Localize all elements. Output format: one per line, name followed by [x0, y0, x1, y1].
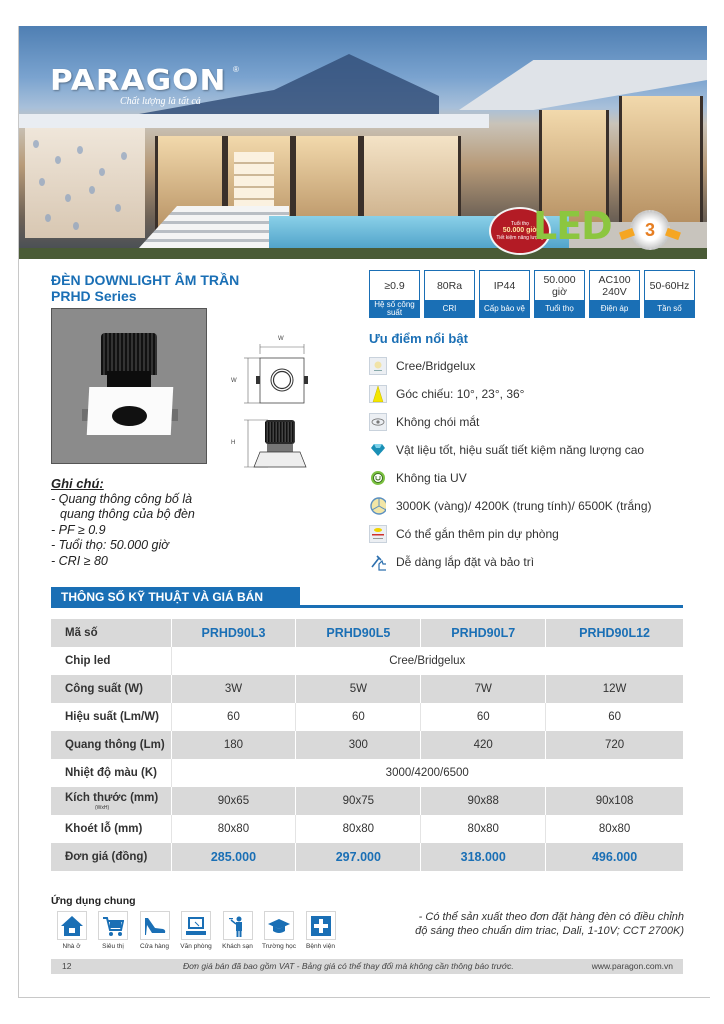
table-cell: 300 — [296, 731, 421, 759]
product-photo — [51, 308, 207, 464]
no-uv-icon — [369, 469, 387, 487]
height-label: H — [231, 440, 236, 446]
glass-window — [619, 96, 703, 226]
application-label: Nhà ở — [62, 943, 81, 950]
spec-label: CRI — [425, 300, 474, 317]
table-cell: 60 — [421, 703, 546, 731]
row-label-text: Kích thước (mm) — [65, 791, 159, 804]
row-label: Hiệu suất (Lm/W) — [51, 703, 171, 731]
spec-value: 50-60Hz — [649, 279, 690, 292]
spec-box-lifetime — [534, 270, 585, 318]
page-number: 12 — [62, 961, 72, 971]
spec-label: Điện áp — [590, 300, 639, 317]
application-item — [259, 911, 300, 950]
feature-item — [369, 520, 652, 548]
warranty-badge — [630, 210, 670, 250]
feature-text: Vật liệu tốt, hiệu suất tiết kiệm năng lượng cao — [396, 443, 645, 457]
website-link[interactable]: www.paragon.com.vn — [591, 961, 673, 971]
hero-banner — [19, 26, 707, 259]
note-line: - Quang thông công bố là — [51, 491, 193, 506]
decorative-wall — [25, 128, 145, 238]
table-row — [51, 675, 683, 703]
application-label: Trường học — [261, 943, 297, 950]
warranty-years: 3 — [644, 220, 655, 240]
price-cell: 496.000 — [546, 843, 683, 871]
spec-label: Cấp bảo vệ — [480, 300, 529, 317]
footer-bar — [51, 959, 683, 974]
feature-text: Dễ dàng lắp đặt và bảo trì — [396, 555, 535, 569]
feature-text: Không tia UV — [396, 471, 467, 485]
table-cell: 80x80 — [171, 815, 296, 843]
table-row — [51, 759, 683, 787]
install-icon — [369, 553, 387, 571]
table-row-price — [51, 843, 683, 871]
application-item — [300, 911, 341, 950]
model-header: PRHD90L12 — [546, 619, 683, 647]
application-item — [217, 911, 258, 950]
width-label: W — [278, 336, 284, 342]
graduation-cap-icon — [267, 916, 291, 936]
feature-text: Không chói mắt — [396, 415, 480, 429]
brand-logo — [50, 64, 239, 107]
table-cell: 12W — [546, 675, 683, 703]
table-row — [51, 815, 683, 843]
sticker-line2: Tiết kiệm năng lượng — [496, 235, 544, 241]
note-line: - Tuổi thọ: 50.000 giờ — [51, 538, 169, 552]
model-header: PRHD90L7 — [421, 619, 546, 647]
row-label: Khoét lỗ (mm) — [51, 815, 171, 843]
feature-item — [369, 492, 652, 520]
feature-item — [369, 464, 652, 492]
note-line: - CRI ≥ 80 — [51, 553, 108, 568]
table-cell: 180 — [171, 731, 296, 759]
feature-text: 3000K (vàng)/ 4200K (trung tính)/ 6500K (trắng) — [396, 499, 652, 513]
application-label: Văn phòng — [180, 943, 212, 950]
house-icon — [60, 915, 84, 937]
spec-box-power-factor — [369, 270, 420, 318]
table-cell: 420 — [421, 731, 546, 759]
application-item — [51, 911, 92, 950]
heatsink — [101, 333, 157, 375]
color-temp-icon — [369, 497, 387, 515]
table-row — [51, 787, 683, 815]
roof-slab — [19, 114, 489, 128]
brand-name: PARAGON — [50, 64, 227, 98]
application-item — [93, 911, 134, 950]
battery-icon — [369, 525, 387, 543]
medical-cross-icon — [310, 915, 332, 937]
notes-heading: Ghi chú: — [51, 476, 104, 491]
applications-list — [51, 911, 342, 950]
light-aperture — [112, 406, 147, 426]
chip-icon — [369, 357, 387, 375]
table-cell: 5W — [296, 675, 421, 703]
spec-price-table — [51, 619, 683, 871]
table-cell: 3W — [171, 675, 296, 703]
diamond-icon — [369, 441, 387, 459]
feature-item — [369, 408, 652, 436]
spec-value: 50.000 giờ — [543, 273, 576, 298]
table-cell: 60 — [546, 703, 683, 731]
spec-box-ip-rating — [479, 270, 530, 318]
application-label: Bệnh viện — [306, 943, 335, 950]
side-view-diagram — [238, 412, 312, 472]
row-label: Mã số — [51, 619, 171, 647]
spec-value: IP44 — [493, 279, 516, 292]
top-view-diagram — [238, 344, 312, 408]
led-badge: LED — [533, 204, 612, 248]
feature-text: Có thể gắn thêm pin dự phòng — [396, 527, 559, 541]
application-item — [134, 911, 175, 950]
computer-icon — [185, 915, 207, 937]
sticker-line1: Tuổi thọ — [511, 221, 529, 227]
beam-angle-icon — [369, 385, 387, 403]
eye-icon — [369, 413, 387, 431]
custom-order-note — [415, 910, 684, 938]
spec-value: 80Ra — [436, 279, 463, 292]
row-label: Quang thông (Lm) — [51, 731, 171, 759]
note-line: quang thông của bộ đèn — [60, 507, 195, 521]
table-cell: 720 — [546, 731, 683, 759]
cart-icon — [102, 915, 124, 937]
model-header: PRHD90L5 — [296, 619, 421, 647]
table-cell: 80x80 — [296, 815, 421, 843]
section-header — [51, 587, 683, 609]
spec-box-cri — [424, 270, 475, 318]
registered-mark: ® — [233, 65, 239, 74]
table-cell: 90x65 — [171, 787, 296, 815]
price-cell: 297.000 — [296, 843, 421, 871]
application-label: Cửa hàng — [140, 943, 169, 950]
waiter-icon — [227, 915, 249, 937]
product-title-line1: ĐÈN DOWNLIGHT ÂM TRẦN — [51, 272, 240, 288]
table-row — [51, 647, 683, 675]
feature-text: Cree/Bridgelux — [396, 359, 476, 373]
sticker-value: 50.000 giờ — [502, 227, 538, 234]
table-row — [51, 703, 683, 731]
table-cell: 60 — [296, 703, 421, 731]
feature-list — [369, 352, 652, 576]
table-cell: 90x88 — [421, 787, 546, 815]
application-item — [176, 911, 217, 950]
section-title: THÔNG SỐ KỸ THUẬT VÀ GIÁ BÁN — [51, 587, 300, 607]
brand-tagline: Chất lượng là tất cả — [120, 96, 201, 107]
row-label — [51, 787, 171, 815]
spec-label: Tuổi thọ — [535, 300, 584, 317]
applications-title: Ứng dụng chung — [51, 895, 136, 907]
custom-note-line1: - Có thể sản xuất theo đơn đặt hàng đèn có điều chỉnh — [418, 911, 684, 923]
price-cell: 318.000 — [421, 843, 546, 871]
table-cell: 80x80 — [546, 815, 683, 843]
spec-box-voltage — [589, 270, 640, 318]
table-cell: 60 — [171, 703, 296, 731]
custom-note-line2: độ sáng theo chuẩn dim triac, Dali, 1-10V; CCT 2700K) — [415, 925, 684, 937]
lawn — [19, 248, 707, 259]
features-title: Ưu điểm nổi bật — [369, 331, 468, 346]
width-label-side: W — [231, 378, 237, 384]
feature-text: Góc chiếu: 10°, 23°, 36° — [396, 387, 525, 401]
application-label: Khách sạn — [222, 943, 253, 950]
spec-label: Tần số — [645, 300, 694, 317]
spec-box-frequency — [644, 270, 695, 318]
table-row — [51, 731, 683, 759]
feature-item — [369, 380, 652, 408]
table-cell: 90x75 — [296, 787, 421, 815]
row-label: Công suất (W) — [51, 675, 171, 703]
notes-block — [51, 476, 195, 569]
feature-item — [369, 352, 652, 380]
row-label: Chip led — [51, 647, 171, 675]
product-title — [51, 272, 239, 304]
model-header: PRHD90L3 — [171, 619, 296, 647]
table-cell: 90x108 — [546, 787, 683, 815]
shoe-icon — [143, 916, 167, 936]
row-label: Nhiệt độ màu (K) — [51, 759, 171, 787]
product-series: PRHD Series — [51, 288, 137, 304]
row-sublabel: (WxH) — [95, 804, 110, 811]
price-disclaimer: Đơn giá bán đã bao gồm VAT - Bảng giá có thể thay đổi mà không cần thông báo trước. — [183, 961, 514, 971]
spec-summary-boxes — [369, 270, 695, 318]
application-label: Siêu thị — [102, 943, 124, 950]
table-cell: 80x80 — [421, 815, 546, 843]
table-header-row — [51, 619, 683, 647]
note-line: - PF ≥ 0.9 — [51, 522, 106, 537]
row-label: Đơn giá (đồng) — [51, 843, 171, 871]
table-cell: 3000/4200/6500 — [171, 759, 683, 787]
spec-value: ≥0.9 — [384, 279, 405, 292]
price-cell: 285.000 — [171, 843, 296, 871]
spec-label: Hệ số công suất — [370, 300, 419, 317]
table-cell: 7W — [421, 675, 546, 703]
feature-item — [369, 548, 652, 576]
table-cell: Cree/Bridgelux — [171, 647, 683, 675]
spec-value: AC100 240V — [598, 273, 631, 298]
feature-item — [369, 436, 652, 464]
